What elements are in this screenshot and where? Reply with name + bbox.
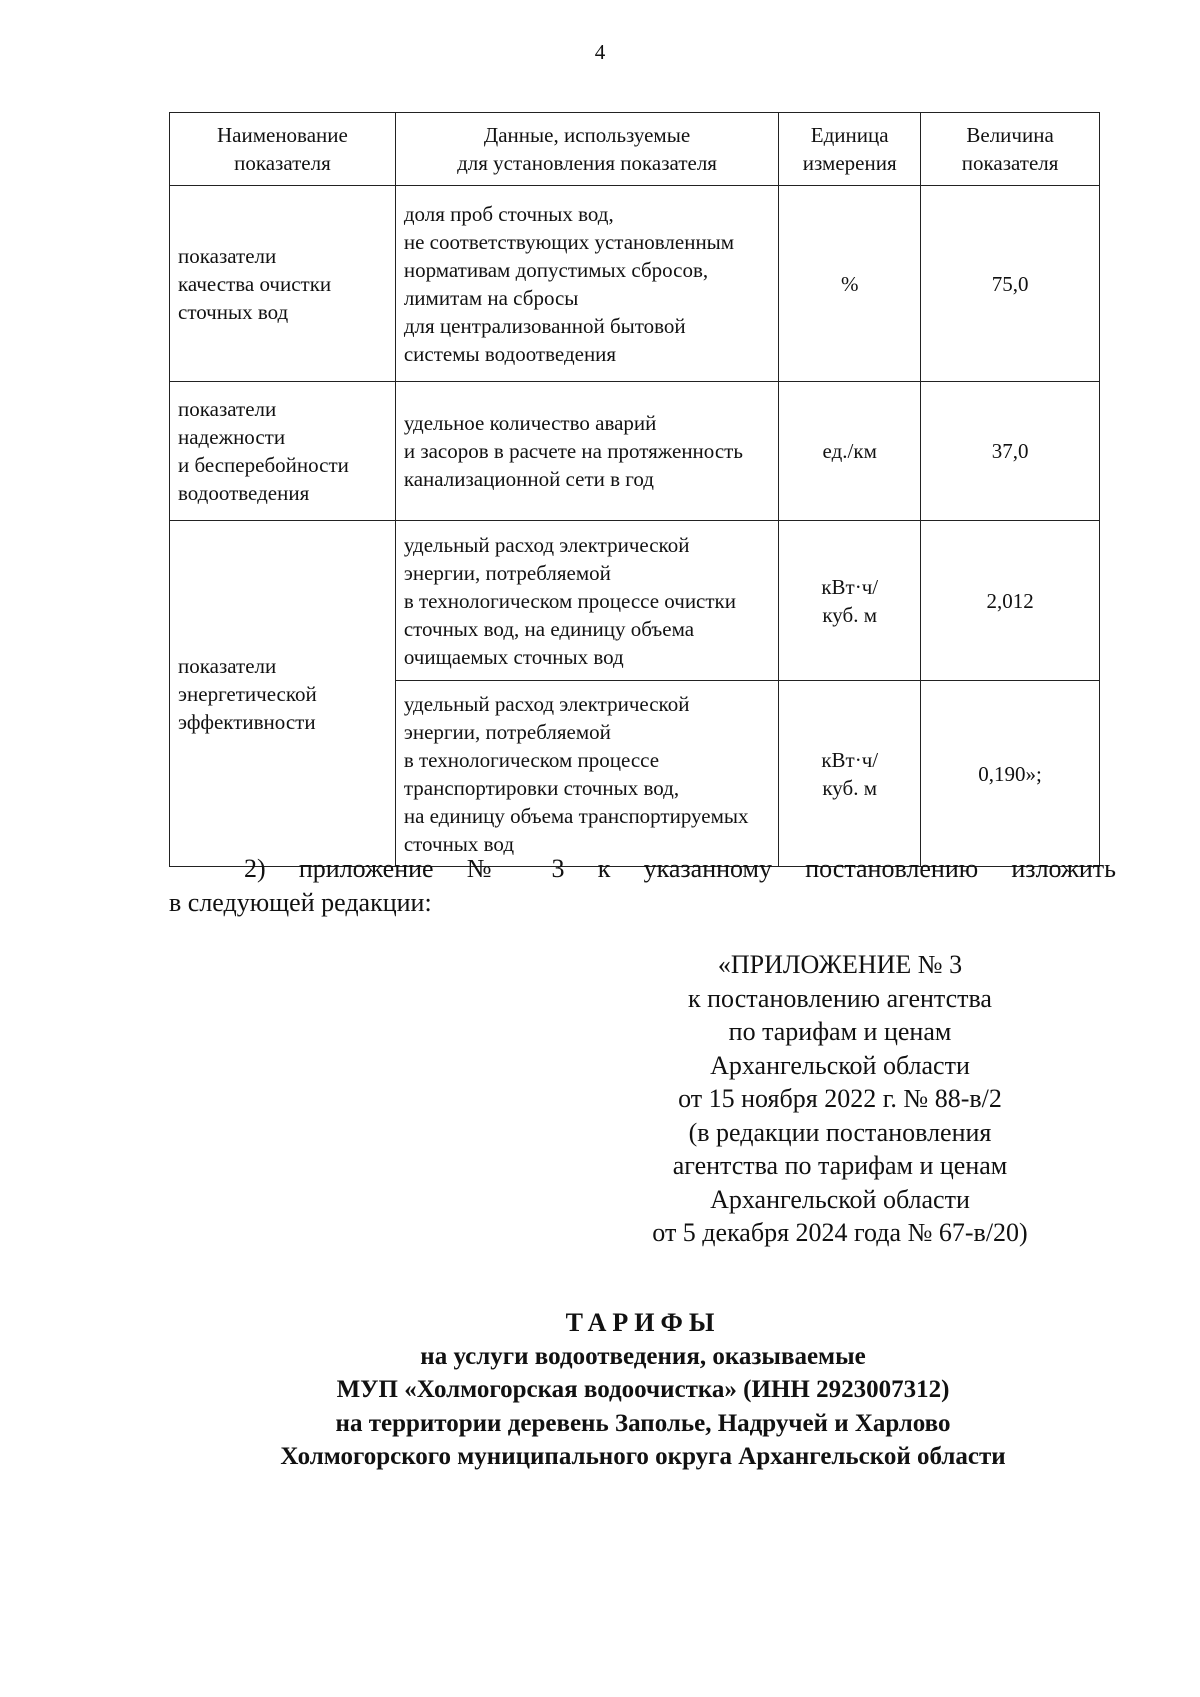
indicator-unit: кВт·ч/ куб. м bbox=[779, 521, 921, 681]
appendix-line: Архангельской области bbox=[710, 1184, 970, 1214]
indicator-name: показатели качества очистки сточных вод bbox=[170, 186, 396, 382]
title-line: Холмогорского муниципального округа Архангельской области bbox=[280, 1443, 1006, 1470]
indicator-value: 0,190»; bbox=[921, 681, 1100, 867]
indicator-description: удельный расход электрической энергии, потребляемой в технологическом процессе транспортировки сточных вод, на единицу объема транспортируемых сточных вод bbox=[395, 681, 778, 867]
header-value: Величина показателя bbox=[921, 113, 1100, 186]
appendix-line: (в редакции постановления bbox=[688, 1117, 992, 1147]
indicator-value: 37,0 bbox=[921, 382, 1100, 521]
indicator-name: показатели надежности и бесперебойности водоотведения bbox=[170, 382, 396, 521]
page-number: 4 bbox=[594, 40, 606, 64]
table-header bbox=[170, 113, 1100, 186]
title-line: МУП «Холмогорская водоочистка» (ИНН 2923007312) bbox=[336, 1376, 950, 1403]
indicator-unit: кВт·ч/ куб. м bbox=[779, 681, 921, 867]
indicator-name: показатели энергетической эффективности bbox=[170, 521, 396, 867]
appendix-line: к постановлению агентства bbox=[688, 983, 992, 1013]
appendix-line: по тарифам и ценам bbox=[728, 1017, 952, 1046]
indicator-description: доля проб сточных вод, не соответствующих установленным нормативам допустимых сбросов, лимитам на сбросы для централизованной бытовой системы водоотведения bbox=[395, 186, 778, 382]
indicator-value: 2,012 bbox=[921, 521, 1100, 681]
indicator-unit: % bbox=[779, 186, 921, 382]
table-row bbox=[170, 521, 1100, 681]
document-title bbox=[169, 1306, 1117, 1474]
appendix-line: от 5 декабря 2024 года № 67-в/20) bbox=[652, 1218, 1028, 1247]
indicator-description: удельное количество аварий и засоров в расчете на протяженность канализационной сети в год bbox=[395, 382, 778, 521]
paragraph-line: в следующей редакции: bbox=[169, 888, 432, 917]
appendix-line: от 15 ноября 2022 г. № 88-в/2 bbox=[678, 1084, 1002, 1113]
amendment-paragraph bbox=[169, 852, 1116, 920]
appendix-header bbox=[620, 948, 1060, 1250]
appendix-line: «ПРИЛОЖЕНИЕ № 3 bbox=[717, 950, 963, 979]
indicators-table bbox=[169, 112, 1100, 867]
indicator-value: 75,0 bbox=[921, 186, 1100, 382]
indicator-unit: ед./км bbox=[779, 382, 921, 521]
header-indicator-name: Наименование показателя bbox=[170, 113, 396, 186]
header-unit: Единица измерения bbox=[779, 113, 921, 186]
table-row bbox=[170, 382, 1100, 521]
indicator-description: удельный расход электрической энергии, потребляемой в технологическом процессе очистки сточных вод, на единицу объема очищаемых сточных вод bbox=[395, 521, 778, 681]
title-line: на территории деревень Заполье, Надручей и Харлово bbox=[335, 1409, 951, 1437]
title-line: на услуги водоотведения, оказываемые bbox=[420, 1342, 866, 1370]
header-data-used: Данные, используемые для установления показателя bbox=[395, 113, 778, 186]
appendix-line: Архангельской области bbox=[710, 1050, 970, 1080]
title-heading: ТАРИФЫ bbox=[565, 1308, 721, 1337]
appendix-line: агентства по тарифам и ценам bbox=[672, 1151, 1008, 1180]
paragraph-line: 2) приложение № 3 к указанному постановлению изложить bbox=[244, 854, 1116, 883]
table-row bbox=[170, 186, 1100, 382]
